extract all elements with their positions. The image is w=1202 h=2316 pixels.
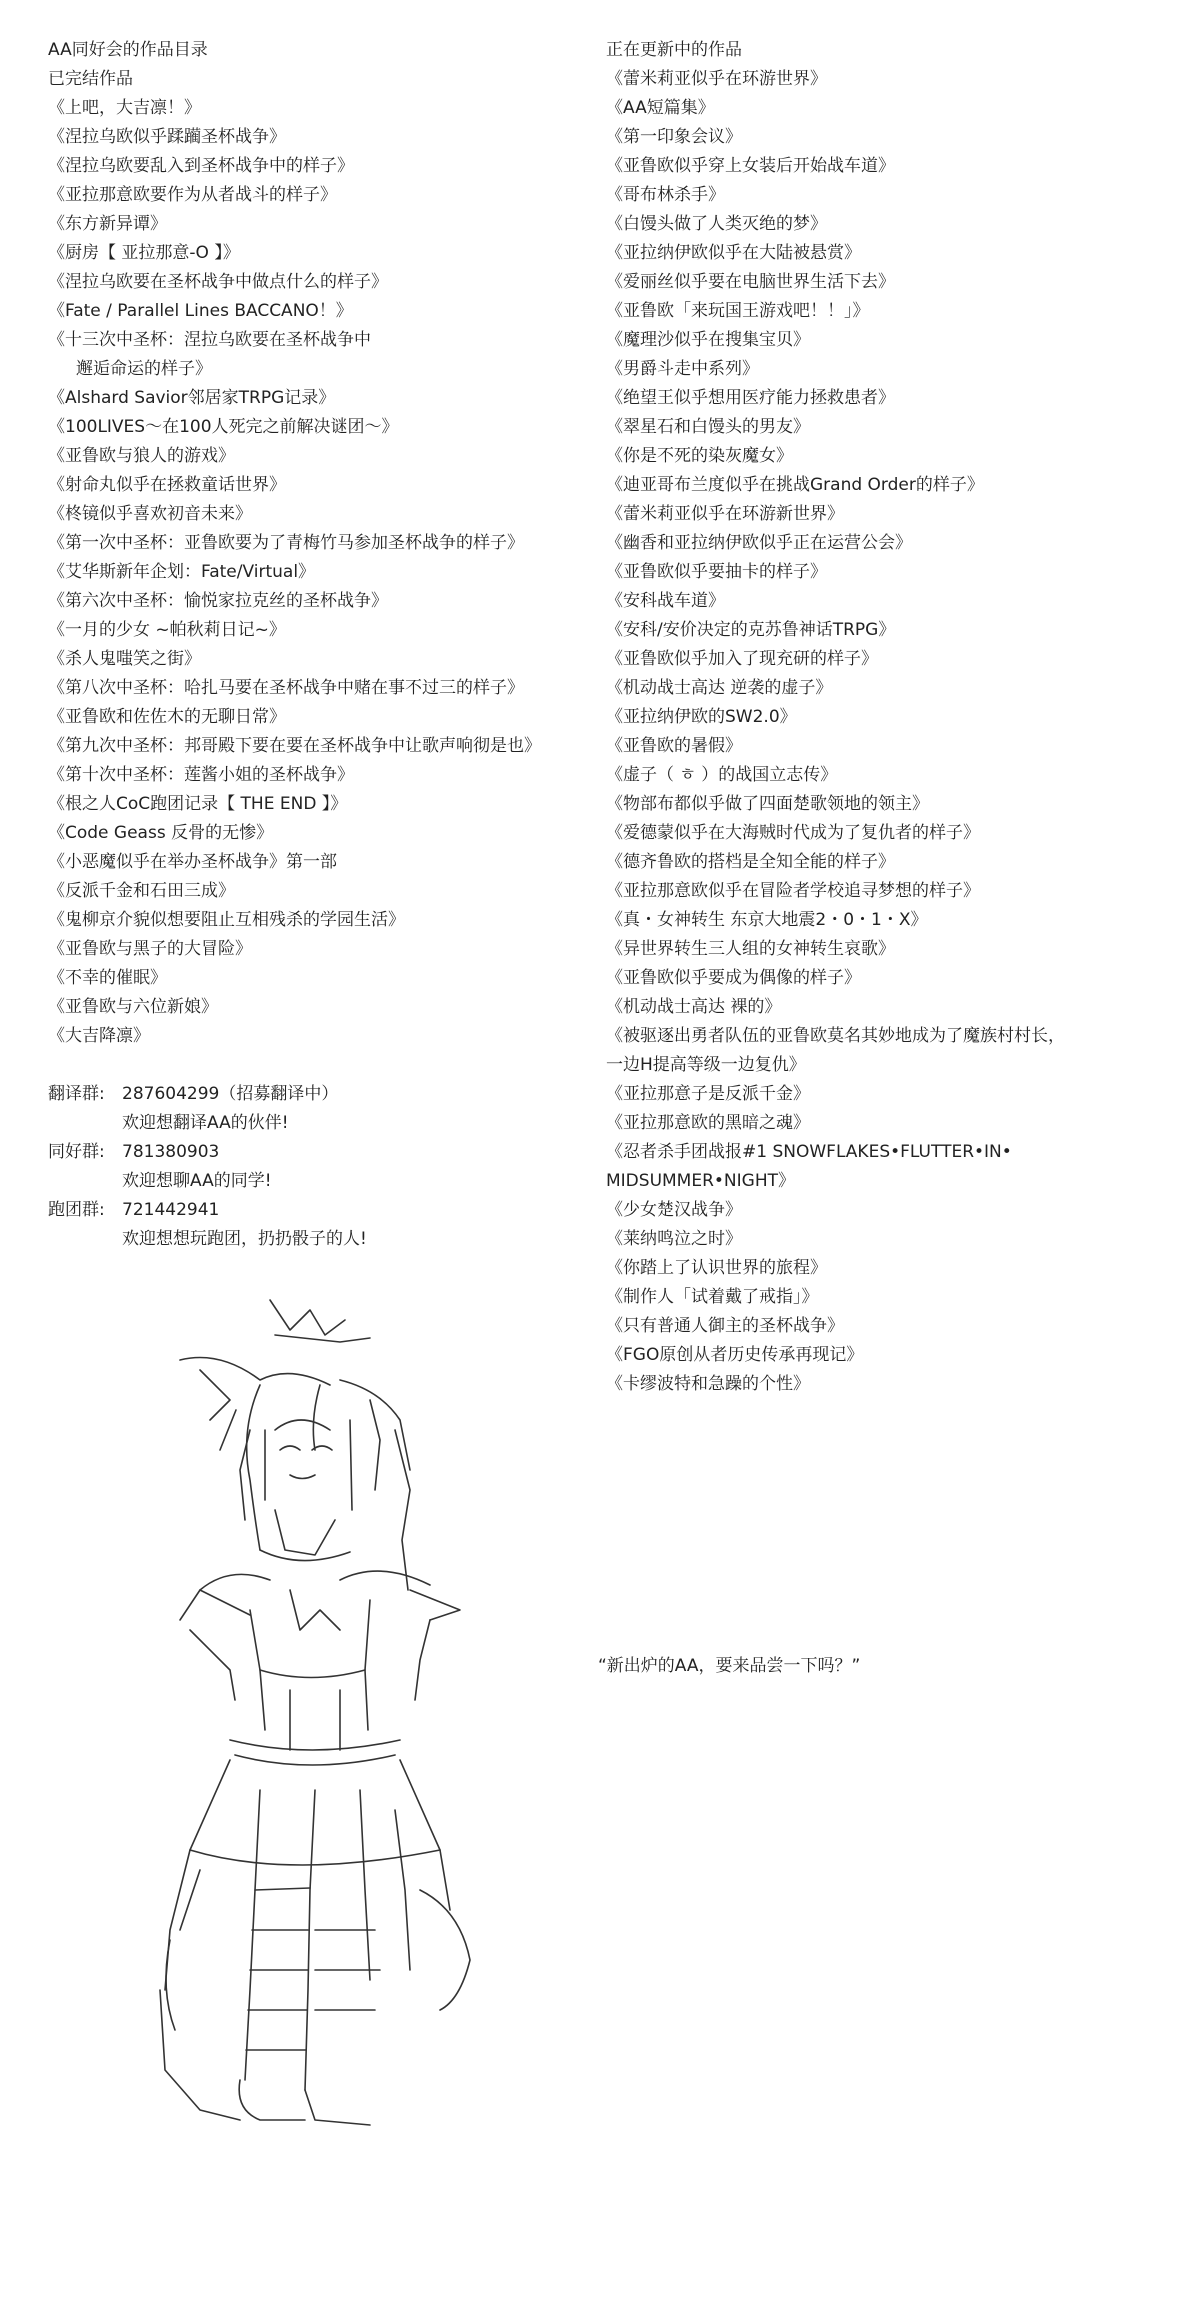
completed-list xyxy=(48,94,608,1051)
group-note: 欢迎想翻译AA的伙伴! xyxy=(122,1113,289,1133)
list-item: 《亚鲁欧与六位新娘》 xyxy=(48,997,218,1017)
list-item: 《亚拉那意欧似乎在冒险者学校追寻梦想的样子》 xyxy=(606,881,980,901)
list-item: 《你是不死的染灰魔女》 xyxy=(606,446,793,466)
list-item: 《安科战车道》 xyxy=(606,591,725,611)
list-item: 《十三次中圣杯：涅拉乌欧要在圣杯战争中 xyxy=(48,330,371,350)
list-item: 《哥布林杀手》 xyxy=(606,185,725,205)
list-item: 《厨房【 亚拉那意-O 】》 xyxy=(48,243,240,263)
list-item: 《亚鲁欧似乎加入了现充研的样子》 xyxy=(606,649,878,669)
ascii-art-girl-icon xyxy=(140,1290,560,2170)
list-item: 《安科/安价决定的克苏鲁神话TRPG》 xyxy=(606,620,896,640)
list-item: 《迪亚哥布兰度似乎在挑战Grand Order的样子》 xyxy=(606,475,984,495)
list-item: 《亚拉纳伊欧的SW2.0》 xyxy=(606,707,797,727)
list-item: 《柊镜似乎喜欢初音未来》 xyxy=(48,504,252,524)
list-item: 《制作人「试着戴了戒指」》 xyxy=(606,1287,819,1307)
group-number: 287604299（招募翻译中） xyxy=(122,1084,339,1104)
list-item: 《不幸的催眠》 xyxy=(48,968,167,988)
list-item-continued: MIDSUMMER•NIGHT》 xyxy=(606,1171,795,1191)
group-label: 翻译群: xyxy=(48,1084,105,1104)
group-label: 跑团群: xyxy=(48,1200,105,1220)
list-item: 《一月的少女 ~帕秋莉日记~》 xyxy=(48,620,286,640)
list-item: 《被驱逐出勇者队伍的亚鲁欧莫名其妙地成为了魔族村村长， xyxy=(606,1026,1065,1046)
list-item: 《亚拉纳伊欧似乎在大陆被悬赏》 xyxy=(606,243,861,263)
list-item: 《反派千金和石田三成》 xyxy=(48,881,235,901)
list-item: 《少女楚汉战争》 xyxy=(606,1200,742,1220)
list-item: 《亚鲁欧的暑假》 xyxy=(606,736,742,756)
list-item: 《男爵斗走中系列》 xyxy=(606,359,759,379)
list-item: 《莱纳鸣泣之时》 xyxy=(606,1229,742,1249)
list-item: 《AA短篇集》 xyxy=(606,98,715,118)
list-item: 《机动战士高达 裸的》 xyxy=(606,997,782,1017)
list-item: 《FGO原创从者历史传承再现记》 xyxy=(606,1345,864,1365)
list-item: 《第八次中圣杯：哈扎马要在圣杯战争中赌在事不过三的样子》 xyxy=(48,678,524,698)
group-info xyxy=(48,1080,608,1254)
list-item: 《上吧，大吉凛！》 xyxy=(48,98,201,118)
list-item: 《涅拉乌欧似乎蹂躏圣杯战争》 xyxy=(48,127,286,147)
list-item: 《亚鲁欧「来玩国王游戏吧！！」》 xyxy=(606,301,870,321)
list-item: 《Alshard Savior邻居家TRPG记录》 xyxy=(48,388,336,408)
list-item-continued: 一边H提高等级一边复仇》 xyxy=(606,1055,806,1075)
completed-header: 已完结作品 xyxy=(48,69,133,89)
group-number: 781380903 xyxy=(122,1142,220,1162)
list-item: 《小恶魔似乎在举办圣杯战争》第一部 xyxy=(48,852,337,872)
spacer xyxy=(48,1051,608,1080)
group-number: 721442941 xyxy=(122,1200,220,1220)
list-item: 《只有普通人御主的圣杯战争》 xyxy=(606,1316,844,1336)
list-item: 《亚拉那意欧的黑暗之魂》 xyxy=(606,1113,810,1133)
list-item: 《Fate / Parallel Lines BACCANO！》 xyxy=(48,301,353,321)
catalog-title: AA同好会的作品目录 xyxy=(48,40,208,60)
list-item: 《真・女神转生 东京大地震2・0・1・X》 xyxy=(606,910,928,930)
list-item: 《爱丽丝似乎要在电脑世界生活下去》 xyxy=(606,272,895,292)
list-item: 《射命丸似乎在拯救童话世界》 xyxy=(48,475,286,495)
list-item: 《Code Geass 反骨的无惨》 xyxy=(48,823,274,843)
list-item: 《蕾米莉亚似乎在环游世界》 xyxy=(606,69,827,89)
list-item: 《绝望王似乎想用医疗能力拯救患者》 xyxy=(606,388,895,408)
list-item: 《蕾米莉亚似乎在环游新世界》 xyxy=(606,504,844,524)
fan-group xyxy=(48,1138,608,1167)
list-item: 《亚鲁欧和佐佐木的无聊日常》 xyxy=(48,707,286,727)
art-caption: “新出炉的AA，要来品尝一下吗？” xyxy=(598,1656,861,1676)
list-item: 《第一印象会议》 xyxy=(606,127,742,147)
list-item: 《杀人鬼嗤笑之街》 xyxy=(48,649,201,669)
list-item: 《100LIVES～在100人死完之前解决谜团～》 xyxy=(48,417,399,437)
list-item: 《艾华斯新年企划：Fate/Virtual》 xyxy=(48,562,316,582)
list-item: 《虚子（ ㅎ ）的战国立志传》 xyxy=(606,765,838,785)
group-note: 欢迎想聊AA的同学! xyxy=(122,1171,272,1191)
list-item: 《幽香和亚拉纳伊欧似乎正在运营公会》 xyxy=(606,533,912,553)
list-item: 《涅拉乌欧要乱入到圣杯战争中的样子》 xyxy=(48,156,354,176)
list-item: 《亚鲁欧似乎穿上女装后开始战车道》 xyxy=(606,156,895,176)
ongoing-header: 正在更新中的作品 xyxy=(606,40,742,60)
list-item: 《第六次中圣杯：愉悦家拉克丝的圣杯战争》 xyxy=(48,591,388,611)
list-item: 《涅拉乌欧要在圣杯战争中做点什么的样子》 xyxy=(48,272,388,292)
list-item: 《亚鲁欧与黑子的大冒险》 xyxy=(48,939,252,959)
list-item: 《根之人CoC跑团记录【 THE END 】》 xyxy=(48,794,348,814)
list-item: 《第十次中圣杯：莲酱小姐的圣杯战争》 xyxy=(48,765,354,785)
list-item: 《亚拉那意子是反派千金》 xyxy=(606,1084,810,1104)
group-note: 欢迎想想玩跑团，扔扔骰子的人! xyxy=(122,1229,367,1249)
list-item: 《魔理沙似乎在搜集宝贝》 xyxy=(606,330,810,350)
trpg-group xyxy=(48,1196,608,1225)
list-item: 邂逅命运的样子》 xyxy=(76,359,212,379)
list-item: 《东方新异谭》 xyxy=(48,214,167,234)
list-item: 《忍者杀手团战报#1 SNOWFLAKES•FLUTTER•IN• xyxy=(606,1142,1012,1162)
left-column xyxy=(48,36,608,1254)
list-item: 《亚拉那意欧要作为从者战斗的样子》 xyxy=(48,185,337,205)
list-item: 《第九次中圣杯：邦哥殿下要在要在圣杯战争中让歌声响彻是也》 xyxy=(48,736,541,756)
list-item: 《大吉降凛》 xyxy=(48,1026,150,1046)
list-item: 《翠星石和白馒头的男友》 xyxy=(606,417,810,437)
list-item: 《德齐鲁欧的搭档是全知全能的样子》 xyxy=(606,852,895,872)
list-item: 《物部布都似乎做了四面楚歌领地的领主》 xyxy=(606,794,929,814)
translation-group xyxy=(48,1080,608,1109)
list-item: 《第一次中圣杯：亚鲁欧要为了青梅竹马参加圣杯战争的样子》 xyxy=(48,533,524,553)
list-item: 《鬼柳京介貌似想要阻止互相残杀的学园生活》 xyxy=(48,910,405,930)
list-item: 《白馒头做了人类灭绝的梦》 xyxy=(606,214,827,234)
list-item: 《亚鲁欧似乎要抽卡的样子》 xyxy=(606,562,827,582)
list-item: 《亚鲁欧似乎要成为偶像的样子》 xyxy=(606,968,861,988)
list-item: 《机动战士高达 逆袭的虚子》 xyxy=(606,678,833,698)
list-item: 《爱德蒙似乎在大海贼时代成为了复仇者的样子》 xyxy=(606,823,980,843)
list-item: 《异世界转生三人组的女神转生哀歌》 xyxy=(606,939,895,959)
list-item: 《亚鲁欧与狼人的游戏》 xyxy=(48,446,235,466)
group-label: 同好群: xyxy=(48,1142,105,1162)
list-item: 《卡缪波特和急躁的个性》 xyxy=(606,1374,810,1394)
list-item: 《你踏上了认识世界的旅程》 xyxy=(606,1258,827,1278)
ongoing-list xyxy=(606,65,1186,1399)
right-column xyxy=(606,36,1186,1399)
